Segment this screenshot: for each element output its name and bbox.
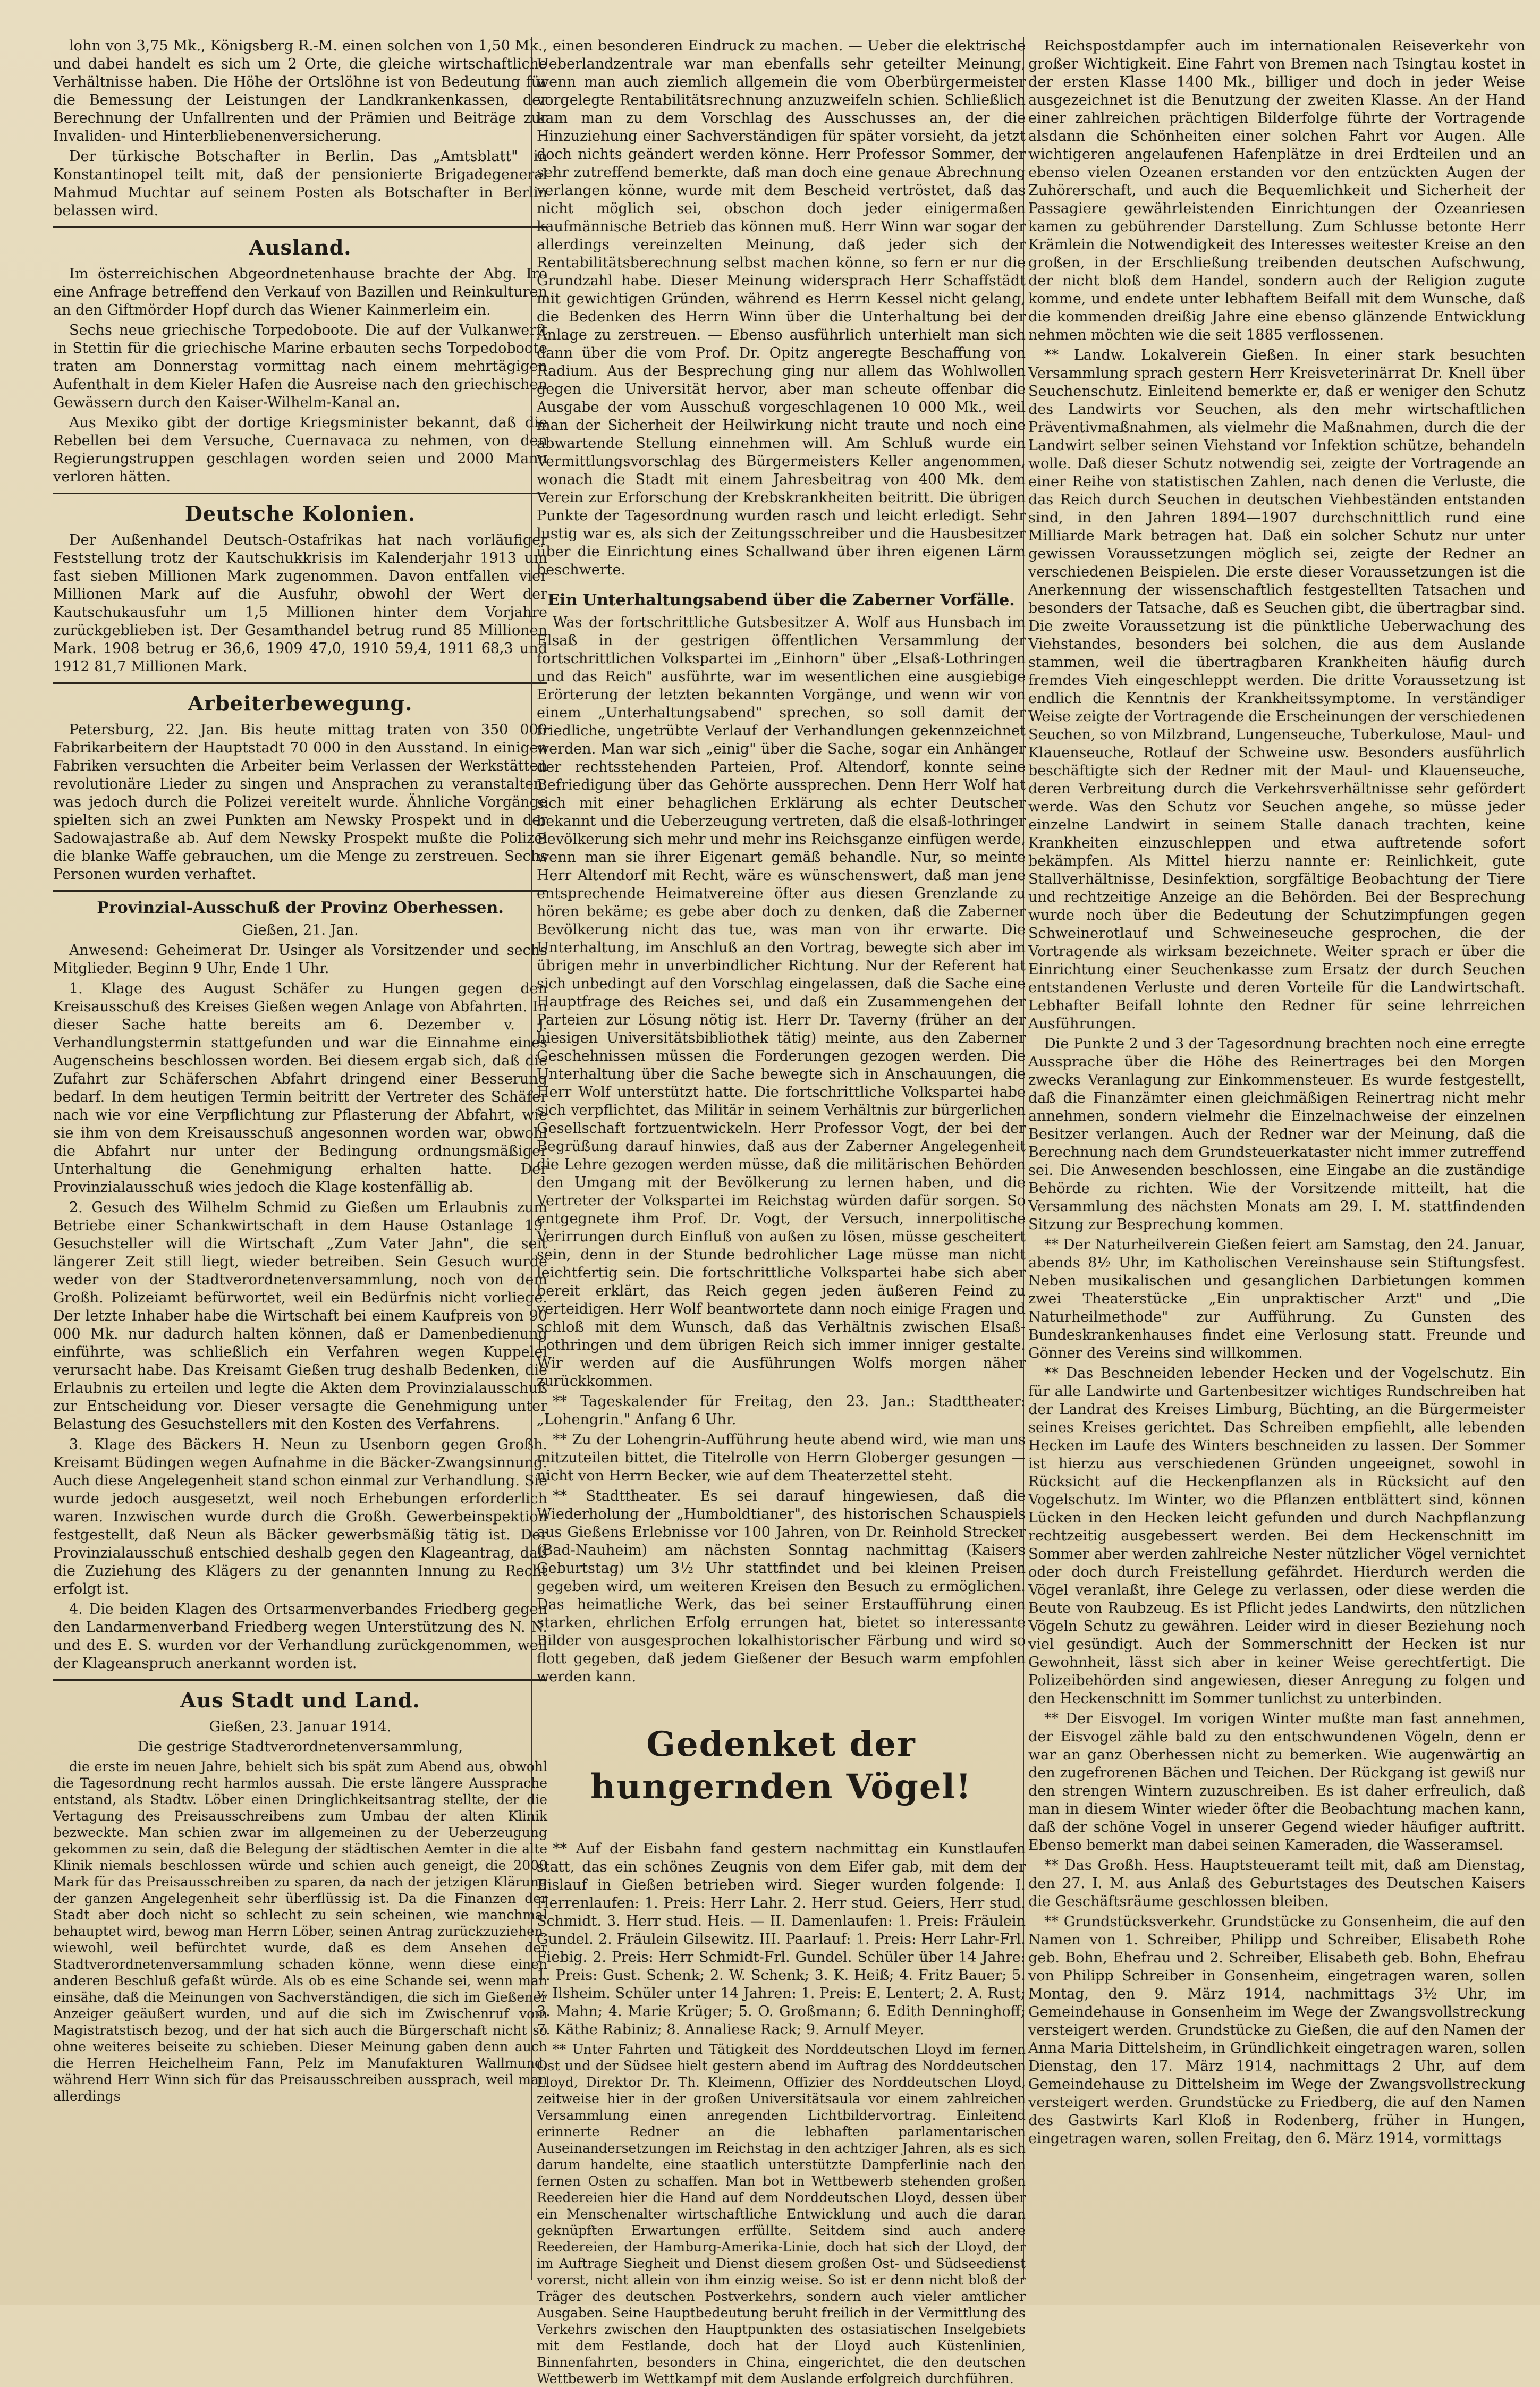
article-paragraph: 1. Klage des August Schäfer zu Hungen gegen den Kreisausschuß des Kreises Gießen wegen Anlage von Abfahrten. In dieser Sache hatte bereits am 6. Dezember v. J. Verhandlungstermin stattgefunden und war die Einnahme eines Augenscheins beschlossen worden. Bei diesem ergab sich, daß die Zufahrt zur Schäferschen Abfahrt dringend einer Besserung bedarf. In dem heutigen Termin beitritt der Vertreter des Schäfer nach wie vor eine Verpflichtung zur Pflasterung der Abfahrt, wie sie ihm von dem Kreisausschuß angesonnen worden war, obwohl die Abfahrt nur unter der Bedingung ordnungsmäßiger Unterhaltung die Genehmigung erhalten hatte. Der Provinzialausschuß wies jedoch die Klage kostenfällig ab. — [53, 980, 547, 1196]
column-1 — [53, 37, 547, 2280]
article-paragraph: ** Der Eisvogel. Im vorigen Winter mußte man fast annehmen, der Eisvogel zähle bald zu den entschwundenen Vögeln, denn er war an ganz Oberhessen nicht zu bemerken. Wie augenwärtig an den zugefrorenen Bächen und Teichen. Der Rückgang ist gewiß nur den strengen Wintern zuzuschreiben. Es ist daher erfreulich, daß man in diesem Winter wieder öfter die Beobachtung machen kann, daß der schöne Vogel in unserer Gegend wieder häufiger auftritt. Ebenso bemerkt man dabei seinen Kameraden, die Wasseramsel. — [1028, 1711, 1525, 1853]
section-rule — [53, 226, 547, 228]
column-3 — [1028, 37, 1525, 2280]
article-paragraph: Reichspostdampfer auch im internationalen Reiseverkehr von großer Wichtigkeit. Eine Fahrt von Bremen nach Tsingtau kostet in der ersten Klasse 1400 Mk., billiger und doch in jeder Weise ausgezeichnet ist die Benutzung der zweiten Klasse. An der Hand einer zahlreichen prächtigen Bilderfolge führte der Vortragende alsdann die Schönheiten einer solchen Fahrt vor Augen. Alle wichtigeren angelaufenen Hafenplätze in drei Erdteilen und an ebenso vielen Ozeanen erstanden vor den entzückten Augen der Zuhörerschaft, und auch die Bequemlichkeit und Sicherheit der Passagiere gewährleistenden Einrichtungen der Ozeanriesen kamen zu gebührender Darstellung. Zum Schlusse betonte Herr Krämlein die Notwendigkeit des Interesses weitester Kreise an den großen, in der Erschließung treibenden deutschen Aufschwung, der nicht bloß dem Handel, sondern auch der Religion zugute komme, und endete unter lebhaftem Beifall mit dem Wunsche, daß die kommenden dreißig Jahre eine ebenso glänzende Entwicklung nehmen möchten wie die seit 1885 verflossenen. — [1028, 38, 1525, 343]
article-paragraph: Die Punkte 2 und 3 der Tagesordnung brachten noch eine erregte Aussprache über die Höhe des Reinertrages bei den Morgen zwecks Veranlagung zur Einkommensteuer. Es wurde festgestellt, daß die Finanzämter einen gleichmäßigen Reinertrag nicht mehr annehmen, sondern vielmehr die Einzelnachweise der einzelnen Besitzer verlangen. Auch der Redner war der Meinung, daß die Berechnung nach dem Grundsteuerkataster nicht immer zutreffend sei. Die Anwesenden beschlossen, eine Eingabe an die zuständige Behörde zu richten. Wie der Vorsitzende mitteilt, hat die Versammlung des nächsten Monats am 29. I. M. stattfindenden Sitzung zur Besprechung kommen. — [1028, 1036, 1525, 1233]
article-paragraph: ** Das Großh. Hess. Hauptsteueramt teilt mit, daß am Dienstag, den 27. I. M. aus Anlaß des Geburtstages des Deutschen Kaisers die Geschäftsräume geschlossen bleiben. — [1028, 1857, 1525, 1910]
article-paragraph: Was der fortschrittliche Gutsbesitzer A. Wolf aus Hunsbach im Elsaß in der gestrigen öffentlichen Versammlung der fortschrittlichen Volkspartei im „Einhorn" über „Elsaß-Lothringen und das Reich" ausführte, war im wesentlichen eine ausgiebige Erörterung der letzten bekannten Vorgänge, und wenn wir von einem „Unterhaltungsabend" sprechen, so soll damit der friedliche, ungetrübte Verlauf der Verhandlungen gekennzeichnet werden. Man war sich „einig" über die Sache, sogar ein Anhänger der rechtsstehenden Parteien, Prof. Altendorf, konnte seine Befriedigung über das Gehörte aussprechen. Denn Herr Wolf hat sich mit einer behaglichen Erklärung als echter Deutscher bekannt und die Ueberzeugung vertreten, daß die elsaß-lothringer Bevölkerung sich mehr und mehr ins Reichsganze einfügen werde, wenn man sie ihrer Eigenart gemäß behandle. Nur, so meinte Herr Altendorf mit Recht, wäre es wünschenswert, daß man jene entsprechende Heimatvereine öfter aus diesen Grenzlande zu hören bekäme; es gebe aber doch zu denken, daß die Zaberner Bevölkerung nicht das tue, was man von ihr erwarte. Die Unterhaltung, im Anschluß an den Vortrag, bewegte sich aber im übrigen mehr in unverbindlicher Richtung. Nur der Referent hat sich unbedingt auf den Vorschlag eingelassen, daß die Sache eine Hauptfrage des Reiches sei, und daß ein Zusammengehen der Parteien zur Lösung nötig ist. Herr Dr. Taverny (früher an der hiesigen Universitätsbibliothek tätig) meinte, aus den Zaberner Geschehnissen müssen die Forderungen gezogen werden. Die Unterhaltung über die Sache bewegte sich in Anschauungen, die Herr Wolf unterstützt hatte. Die fortschrittliche Volkspartei habe sich verpflichtet, das Militär in seinem Verhältnis zur bürgerlichen Gesellschaft fortzuentwickeln. Herr Professor Vogt, der bei der Begrüßung darauf hinwies, daß aus der Zaberner Angelegenheit die Lehre gezogen werden müsse, daß die militärischen Behörden den Umgang mit der Bevölkerung zu lernen haben, und die Vertreter der Volkspartei im Reichstag würden dafür sorgen. So entgegnete ihm Prof. Dr. Vogt, der Versuch, innerpolitische Verirrungen durch Einfluß von außen zu lösen, müsse gescheitert sein, denn in der Stunde bedrohlicher Lage müsse man nicht leichtfertig sein. Die fortschrittliche Volkspartei habe sich aber bereit erklärt, das Reich gegen jeden äußeren Feind zu verteidigen. Herr Wolf beantwortete dann noch einige Fragen und schloß mit dem Wunsch, daß das Verhältnis zwischen Elsaß-Lothringen und dem übrigen Reich sich immer inniger gestalte. Wir werden auf die Ausführungen Wolfs morgen näher zurückkommen. — [537, 614, 1026, 1390]
article-paragraph: Petersburg, 22. Jan. Bis heute mittag traten von 350 000 Fabrikarbeitern der Hauptstadt 70 000 in den Ausstand. In einigen Fabriken versuchten die Arbeiter beim Verlassen der Werkstätten revolutionäre Lieder zu singen und Ansprachen zu veranstalten, was jedoch durch die Polizei vereitelt wurde. Ähnliche Vorgänge spielten sich an zwei Punkten am Newsky Prospekt und in der Sadowajastraße ab. Auf dem Newsky Prospekt mußte die Polizei die blanke Waffe gebrauchen, um die Menge zu zerstreuen. Sechs Personen wurden verhaftet. — [53, 722, 547, 883]
section-rule — [53, 1679, 547, 1681]
article-paragraph: 3. Klage des Bäckers H. Neun zu Usenborn gegen Großh. Kreisamt Büdingen wegen Aufnahme in die Bäcker-Zwangsinnung. Auch diese Angelegenheit stand schon einmal zur Verhandlung. Sie wurde jedoch ausgesetzt, weil noch Erhebungen erforderlich waren. Inzwischen wurde durch die Großh. Gewerbeinspektion festgestellt, daß Neun als Bäcker gewerbsmäßig tätig ist. Der Provinzialausschuß entschied deshalb gegen den Klageantrag, daß die Zuziehung des Klägers zu der genannten Innung zu Recht erfolgt ist. — [53, 1436, 547, 1597]
article-paragraph: lohn von 3,75 Mk., Königsberg R.-M. einen solchen von 1,50 Mk., und dabei handelt es sich um 2 Orte, die gleiche wirtschaftliche Verhältnisse haben. Die Höhe der Ortslöhne ist von Bedeutung für die Bemessung der Leistungen der Landkrankenkassen, der Berechnung der Unfallrenten und der Prämien und Beiträge zur Invaliden- und Hinterbliebenenversicherung. — [53, 38, 547, 145]
dateline: Gießen, 21. Jan. — [242, 922, 359, 938]
section-heading-ausland: Ausland. — [249, 235, 352, 259]
article-paragraph: 2. Gesuch des Wilhelm Schmid zu Gießen um Erlaubnis zum Betriebe einer Schankwirtschaft in dem Hause Ostanlage 19. Gesuchsteller will die Wirtschaft „Zum Vater Jahn", die seit längerer Zeit still liegt, wieder betreiben. Sein Gesuch wurde weder von der Stadtverordnetenversammlung, noch von dem Großh. Polizeiamt befürwortet, weil ein Bedürfnis nicht vorliege. Der letzte Inhaber habe die Wirtschaft bei einem Kaufpreis von 90 000 Mk. nur dadurch halten können, daß er Damenbedienung einführte, was schließlich ein Verfahren wegen Kuppelei verursacht habe. Das Kreisamt Gießen trug deshalb Bedenken, die Erlaubnis zu erteilen und legte die Akten dem Provinzialausschuß zur Entscheidung vor. Dieser versagte die Genehmigung unter Belastung des Gesuchstellers mit den Kosten des Verfahrens. — [53, 1199, 547, 1433]
article-paragraph: die erste im neuen Jahre, behielt sich bis spät zum Abend aus, obwohl die Tagesordnung recht harmlos aussah. Die erste längere Aussprache entstand, als Stadtv. Löber einen Dringlichkeitsantrag stellte, der die Vertagung des Preisausschreibens zum Umbau der alten Klinik bezweckte. Man schien zwar im allgemeinen zu der Ueberzeugung gekommen zu sein, daß die Belegung der städtischen Aemter in die alte Klinik niemals beschlossen würde und schien auch geneigt, die 2000 Mark für das Preisausschreiben zu sparen, da nach der jetzigen Klärung der ganzen Angelegenheit sehr überflüssig ist. Da die Finanzen der Stadt aber doch nicht so schlecht zu sein scheinen, wie manchmal behauptet wird, bewog man Herrn Löber, seinen Antrag zurückzuziehen, wiewohl, weil befürchtet wurde, daß es dem Ansehen der Stadtverordnetenversammlung schaden könne, wenn diese einen anderen Beschluß gefaßt würde. Als ob es eine Schande sei, wenn man einsähe, daß die Meinungen von Sachverständigen, die sich im Gießener Anzeiger geäußert wurden, und auf die sich im Zwischenruf vom Magistratstisch bezog, und der hat sich auch die Bürgerschaft nicht so ohne weiteres beiseite zu schieben. Dieser Meinung gaben denn auch die Herren Heichelheim Fann, Pelz im Manufakturen Wallmund, während Herr Winn sich für das Preisausschreiben aussprach, weil man allerdings — [53, 1759, 547, 2104]
article-paragraph: ** Unter Fahrten und Tätigkeit des Norddeutschen Lloyd im fernen Ost und der Südsee hielt gestern abend im Auftrag des Norddeutschen Lloyd, Direktor Dr. Th. Kleimenn, Offizier des Norddeutschen Lloyd, zeitweise hier in der großen Universitätsaula vor einem zahlreichen Versammlung einen anregenden Lichtbildervortrag. Einleitend erinnerte Redner an die lebhaften parlamentarischen Auseinandersetzungen im Reichstag in den achtziger Jahren, als es sich darum handelte, eine staatlich unterstützte Dampferlinie nach den fernen Osten zu schaffen. Man bot in Wettbewerb stehenden großen Reedereien hier die Hand auf dem Norddeutschen Lloyd, dessen über ein Menschenalter wirtschaftliche Entwicklung und auch die daran geknüpften Erwartungen erfüllte. Seitdem sind auch andere Reedereien, der Hamburg-Amerika-Linie, doch hat sich der Lloyd, der im Auftrage Siegheit und Dienst diesem großen Ost- und Südseedienst vorerst, nicht allein von ihm einzig weise. So ist er denn nicht bloß der Träger des deutschen Postverkehrs, sondern auch vieler amtlicher Ausgaben. Seine Hauptbedeutung beruht freilich in der Vermittlung des Verkehrs zwischen den Hauptpunkten des ostasiatischen Inselgebiets mit dem Festlande, doch hat der Lloyd auch Küstenlinien, Binnenfahrten, besonders in China, eingerichtet, die den deutschen Wettbewerb im Wettkampf mit dem Auslande erfolgreich durchführen. — [537, 2042, 1026, 2386]
article-paragraph: ** Der Naturheilverein Gießen feiert am Samstag, den 24. Januar, abends 8½ Uhr, im Katholischen Vereinshause sein Stiftungsfest. Neben musikalischen und gesanglichen Darbietungen kommen zwei Theaterstücke „Ein unpraktischer Arzt" und „Die Naturheilmethode" zur Aufführung. Zu Gunsten des Bundeskrankenhauses findet eine Verlosung statt. Freunde und Gönner des Vereins sind willkommen. — [1028, 1237, 1525, 1361]
section-heading-provinzial: Provinzial-Ausschuß der Provinz Oberhessen. — [97, 899, 504, 917]
article-paragraph: ** Grundstücksverkehr. Grundstücke zu Gonsenheim, die auf den Namen von 1. Schreiber, Philipp und Schreiber, Elisabeth Rohe geb. Bohn, Ehefrau und 2. Schreiber, Elisabeth geb. Bohn, Ehefrau von Philipp Schreiber in Gonsenheim, eingetragen waren, sollen Montag, den 9. März 1914, nachmittags 3½ Uhr, im Gemeindehause in Gonsenheim im Wege der Zwangsvollstreckung versteigert werden. Grundstücke zu Gießen, die auf den Namen der Anna Maria Dittelsheim, in Gründlichkeit eingetragen waren, sollen Dienstag, den 17. März 1914, nachmittags 2 Uhr, auf dem Gemeindehause zu Dittelsheim im Wege der Zwangsvollstreckung versteigert werden. Grundstücke zu Friedberg, die auf den Namen des Gastwirts Karl Kloß in Rodenberg, früher in Hungen, eingetragen waren, sollen Freitag, den 6. März 1914, vormittags — [1028, 1914, 1525, 2147]
section-heading-stadt: Aus Stadt und Land. — [180, 1688, 420, 1712]
article-paragraph: ** Das Beschneiden lebender Hecken und der Vogelschutz. Ein für alle Landwirte und Gartenbesitzer wichtiges Rundschreiben hat der Landrat des Kreises Limburg, Büchting, an die Bürgermeister seines Kreises gerichtet. Das Schreiben empfiehlt, alle lebenden Hecken im Laufe des Winters beschneiden zu lassen. Der Sommer ist hierzu aus verschiedenen Gründen ungeeignet, sowohl in Rücksicht auf die Heckenpflanzen als in Rücksicht auf den Vogelschutz. Im Winter, wo die Pflanzen entblättert sind, können Lücken in den Hecken leicht gefunden und durch Nachpflanzung rechtzeitig ausgebessert werden. Bei dem Heckenschnitt im Sommer aber werden zahlreiche Nester nützlicher Vögel vernichtet oder doch durch Freistellung gefährdet. Hierdurch werden die Vögel veranlaßt, ihre Gelege zu verlassen, oder diese werden die Beute von Raubzeug. Es ist Pflicht jedes Landwirts, den nützlichen Vögeln Schutz zu gewähren. Leider wird in dieser Beziehung noch viel gesündigt. Auch der Sommerschnitt der Hecken ist nur Gewohnheit, lässt sich aber in keiner Weise gerechtfertigt. Die Polizeibehörden sind angewiesen, dieser Anregung zu folgen und den Heckenschnitt im Sommer tunlichst zu unterbinden. — [1028, 1365, 1525, 1707]
section-rule — [53, 890, 547, 892]
article-paragraph: ** Tageskalender für Freitag, den 23. Jan.: Stadttheater: „Lohengrin." Anfang 6 Uhr. — [537, 1393, 1026, 1428]
article-paragraph: Der Außenhandel Deutsch-Ostafrikas hat nach vorläufiger Feststellung trotz der Kautschukkrisis im Kalenderjahr 1913 um fast sieben Millionen Mark zugenommen. Davon entfallen vier Millionen Mark auf die Ausfuhr, obwohl der Wert der Kautschukausfuhr um 1,5 Millionen hinter dem Vorjahre zurückgeblieben ist. Der Gesamthandel betrug rund 85 Millionen Mark. 1908 betrug er 36,6, 1909 47,0, 1910 59,4, 1911 68,3 und 1912 81,7 Millionen Mark. — [53, 532, 547, 675]
article-paragraph: ** Auf der Eisbahn fand gestern nachmittag ein Kunstlaufen statt, das ein schönes Zeugnis von dem Eifer gab, mit dem der Eislauf in Gießen betrieben wird. Sieger wurden folgende: I. Herrenlaufen: 1. Preis: Herr Lahr. 2. Herr stud. Geiers, Herr stud. Schmidt. 3. Herr stud. Heis. — II. Damenlaufen: 1. Preis: Fräulein Gundel. 2. Fräulein Gilsewitz. III. Paarlauf: 1. Preis: Herr Lahr-Frl. Fiebig. 2. Preis: Herr Schmidt-Frl. Gundel. Schüler über 14 Jahre: 1. Preis: Gust. Schenk; 2. W. Schenk; 3. K. Heiß; 4. Fritz Bauer; 5. v. Ilsheim. Schüler unter 14 Jahren: 1. Preis: E. Lentert; 2. A. Rust; 3. Mahn; 4. Marie Krüger; 5. O. Großmann; 6. Edith Denninghoff; 7. Käthe Rabiniz; 8. Annaliese Rack; 9. Arnulf Meyer. — [537, 1841, 1026, 2038]
article-paragraph: ** Zu der Lohengrin-Aufführung heute abend wird, wie man uns mitzuteilen bittet, die Titelrolle von Herrn Globerger gesungen — nicht von Herrn Becker, wie auf dem Theaterzettel steht. — [537, 1432, 1026, 1484]
article-paragraph: Aus Mexiko gibt der dortige Kriegsminister bekannt, daß die Rebellen bei dem Versuche, Cuernavaca zu nehmen, von den Regierungstruppen geschlagen worden seien und 2000 Mann verloren hätten. — [53, 414, 547, 485]
article-paragraph: Anwesend: Geheimerat Dr. Usinger als Vorsitzender und sechs Mitglieder. Beginn 9 Uhr, Ende 1 Uhr. — [53, 942, 547, 977]
article-paragraph: ** Stadttheater. Es sei darauf hingewiesen, daß die Wiederholung der „Humboldtianer", des historischen Schauspiels aus Gießens Erlebnisse vor 100 Jahren, von Dr. Reinhold Strecker (Bad-Nauheim) am nächsten Sonntag nachmittag (Kaisers Geburtstag) um 3½ Uhr stattfindet und bei kleinen Preisen gegeben wird, um weiteren Kreisen den Besuch zu ermöglichen. Das heimatliche Werk, das bei seiner Erstaufführung einen starken, ehrlichen Erfolg errungen hat, bietet so interessante Bilder von ausgesprochen lokalhistorischer Färbung und wird so flott gegeben, daß jedem Gießener der Besuch warm empfohlen werden kann. — [537, 1488, 1026, 1685]
column-2 — [537, 37, 1026, 2386]
article-paragraph: Im österreichischen Abgeordnetenhause brachte der Abg. Iro eine Anfrage betreffend den Verkauf von Bazillen und Reinkulturen an den Giftmörder Hopf durch das Wiener Kainmerleim ein. — [53, 266, 547, 318]
section-heading-kolonien: Deutsche Kolonien. — [184, 502, 416, 526]
section-rule — [53, 682, 547, 684]
section-heading-unterhaltung: Ein Unterhaltungsabend über die Zaberner Vorfälle. — [547, 591, 1015, 610]
section-heading-arbeiter: Arbeiterbewegung. — [188, 691, 413, 715]
dateline: Gießen, 23. Januar 1914. — [209, 1719, 392, 1735]
article-paragraph: Der türkische Botschafter in Berlin. Das „Amtsblatt" in Konstantinopel teilt mit, daß der pensionierte Brigadegeneral Mahmud Muchtar auf seinem Posten als Botschafter in Berlin belassen wird. — [53, 148, 547, 219]
subheading: Die gestrige Stadtverordnetenversammlung, — [137, 1739, 463, 1755]
article-paragraph: einen besonderen Eindruck zu machen. — Ueber die elektrische Ueberlandzentrale war man ebenfalls sehr geteilter Meinung, wenn man auch ziemlich allgemein die vom Oberbürgermeister vorgelegte Rentabilitätsrechnung anzuzweifeln schien. Schließlich kam man zu dem Vorschlag des Ausschusses an, der die Hinzuziehung einer Sachverständigen für später vorsieht, da jetzt doch nichts geändert werden könne. Herr Professor Sommer, der sehr zutreffend bemerkte, daß man doch eine genaue Abrechnung verlangen könne, wurde mit dem Bescheid vertröstet, daß das nicht möglich sei, obschon doch jeder einigermaßen kaufmännische Betrieb das können muß. Herr Winn war sogar der allerdings vereinzelten Meinung, daß jeder sich der Rentabilitätsberechnung selbst machen könne, so fern er nur die Grundzahl habe. Dieser Meinung widersprach Herr Schaffstädt mit gewichtigen Gründen, während es Herrn Kessel nicht gelang, die Bedenken des Herrn Winn über die Unterhaltung bei der Anlage zu zerstreuen. — Ebenso ausführlich unterhielt man sich dann über die vom Prof. Dr. Opitz angeregte Beschaffung von Radium. Aus der Besprechung ging nur allem das Wohlwollen gegen die Universität hervor, aber man scheute offenbar die Ausgabe der vom Ausschuß vorgeschlagenen 10 000 Mk., weil man der Sicherheit der Heilwirkung nicht traute und noch eine abwartende Stellung einnehmen will. Am Schluß wurde ein Vermittlungsvorschlag des Bürgermeisters Keller angenommen, wonach die Stadt mit einem Jahresbeitrag von 400 Mk. dem Verein zur Erforschung der Krebskrankheiten beitritt. Die übrigen Punkte der Tagesordnung wurden rasch und leicht erledigt. Sehr lustig war es, als sich der Zeitungsschreiber und die Hausbesitzer über die Einrichtung eines Schallwand über ihren eigenen Lärm beschwerte. — [537, 38, 1026, 578]
section-rule — [53, 493, 547, 494]
article-paragraph: 4. Die beiden Klagen des Ortsarmenverbandes Friedberg gegen den Landarmenverband Friedberg wegen Unterstützung des N. N. und des E. S. wurden vor der Verhandlung zurückgenommen, weil der Klageanspruch anerkannt worden ist. — [53, 1601, 547, 1672]
article-paragraph: Sechs neue griechische Torpedoboote. Die auf der Vulkanwerft in Stettin für die griechische Marine erbauten sechs Torpedoboote traten am Donnerstag vormittag nach einem mehrtägigen Aufenthalt in dem Kieler Hafen die Ausreise nach den griechischen Gewässern durch den Kaiser-Wilhelm-Kanal an. — [53, 322, 547, 411]
article-paragraph: ** Landw. Lokalverein Gießen. In einer stark besuchten Versammlung sprach gestern Herr Kreisveterinärrat Dr. Knell über Seuchenschutz. Einleitend bemerkte er, daß er weniger den Schutz des Landwirts vor Seuchen, als den mehr wirtschaftlichen Präventivmaßnahmen, als vielmehr die Maßnahmen, durch die der Landwirt selber seinen Viehstand vor Infektion schütze, behandeln wolle. Daß dieser Schutz notwendig sei, zeigte der Vortragende an einer Reihe von statistischen Zahlen, nach denen die Verluste, die das Reich durch Seuchen in deutschen Viehbeständen entstanden sind, in den Jahren 1894—1907 durchschnittlich rund eine Milliarde Mark betragen hat. Daß ein solcher Schutz nur unter gewissen Voraussetzungen möglich sei, zeigte der Redner an verschiedenen Beispielen. Die erste dieser Voraussetzungen ist die Anerkennung der wissenschaftlich festgestellten Tatsachen und besonders der Tatsache, daß es Seuchen gibt, die übertragbar sind. Die zweite Voraussetzung ist die pünktliche Ueberwachung des Viehstandes, besonders bei solchen, die aus dem Auslande stammen, weil die übertragbaren Krankheiten häufig durch fremdes Vieh eingeschleppt werden. Die dritte Voraussetzung ist endlich die Kenntnis der Krankheitssymptome. In verständiger Weise zeigte der Vortragende die Erscheinungen der verschiedenen Seuchen, so von Milzbrand, Lungenseuche, Tuberkulose, Maul- und Klauenseuche, Rotlauf der Schweine usw. Besonders ausführlich beschäftigte sich der Redner mit der Maul- und Klauenseuche, deren Verbreitung durch die Verkehrsverhältnisse sehr gefördert werde. Was den Schutz vor Seuchen angehe, so müsse jeder einzelne Landwirt in seinem Stalle danach trachten, keine Krankheiten einzuschleppen und etwa auftretende sofort bekämpfen. Als Mittel hierzu nannte er: Reinlichkeit, gute Stallverhältnisse, Desinfektion, sorgfältige Beobachtung der Tiere und rechtzeitige Anzeige an die Behörden. Bei der Besprechung wurde noch über die Bedeutung der Schutzimpfungen gegen Schweinerotlauf und Schweineseuche gesprochen, die der Vortragende als wirksam bezeichnete. Weiter sprach er über die Einrichtung einer Seuchenkasse zum Ersatz der durch Seuchen entstandenen Verluste und deren Vorteile für die Landwirtschaft. Lebhafter Beifall lohnte den Redner für seine lehrreichen Ausführungen. — [1028, 347, 1525, 1032]
banner-headline: Gedenket der hungernden Vögel! — [590, 1724, 972, 1807]
